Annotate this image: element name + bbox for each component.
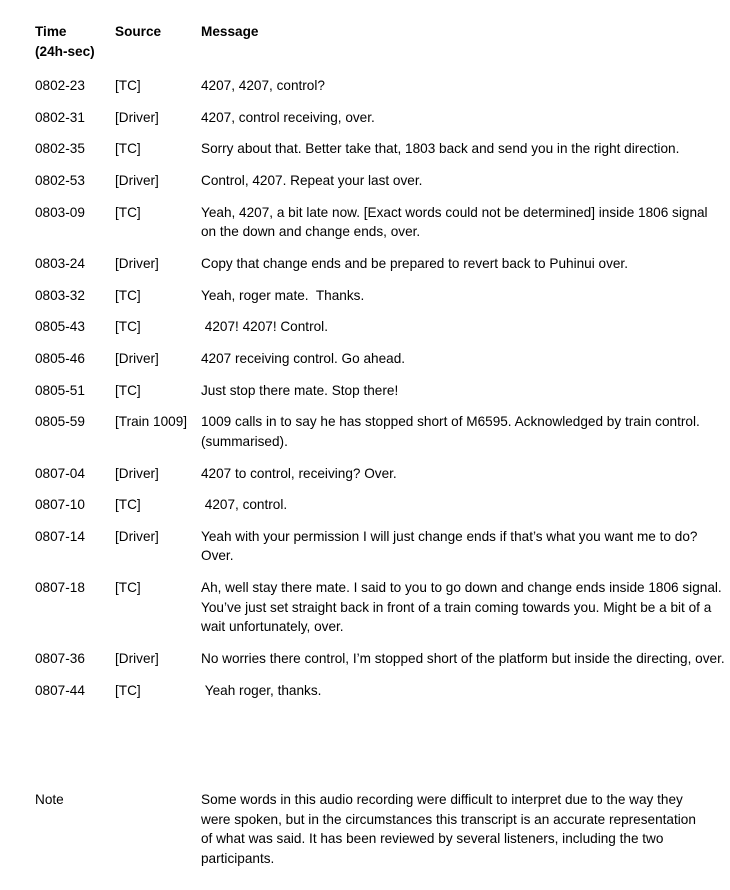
table-row [35, 254, 725, 286]
source-cell: [TC] [115, 141, 141, 157]
time-cell: 0805-59 [35, 414, 85, 430]
message-cell: Control, 4207. Repeat your last over. [201, 173, 423, 189]
source-cell: [TC] [115, 204, 141, 220]
message-cell: Copy that change ends and be prepared to revert back to Puhinui over. [201, 255, 628, 271]
message-cell: Yeah with your permission I will just change ends if that’s what you want me to do? Over. [201, 528, 706, 564]
message-cell: 4207, 4207, control? [201, 78, 325, 93]
time-cell: 0807-18 [35, 580, 85, 596]
message-cell: 4207! 4207! Control. [201, 319, 328, 335]
message-cell: Yeah roger, thanks. [201, 682, 322, 698]
source-cell: [Driver] [115, 351, 159, 366]
message-cell: Ah, well stay there mate. I said to you to go down and change ends inside 1806 signal. You’ve just set straight back in front of a train coming towards you. Might be a bit of a wait unfortunately, over. [201, 580, 726, 635]
message-cell: 4207, control. [201, 497, 288, 513]
table-row [35, 495, 725, 527]
note-label: Note [35, 792, 64, 807]
message-cell: Yeah, 4207, a bit late now. [Exact words could not be determined] inside 1806 signal on the down and change ends, over. [201, 204, 712, 240]
table-row [35, 381, 725, 413]
transcript-document [35, 20, 725, 712]
message-cell: 1009 calls in to say he has stopped short of M6595. Acknowledged by train control. (summarised). [201, 414, 704, 449]
header-row [35, 20, 725, 76]
table-row [35, 203, 725, 254]
table-row [35, 286, 725, 318]
table-row [35, 108, 725, 140]
table-row [35, 464, 725, 496]
transcript-table [35, 20, 725, 712]
table-row [35, 578, 725, 649]
time-cell: 0805-46 [35, 351, 85, 366]
time-cell: 0803-24 [35, 255, 85, 271]
message-cell: 4207 to control, receiving? Over. [201, 465, 397, 481]
note-block [35, 790, 725, 868]
source-cell: [Driver] [115, 173, 159, 189]
note-text: Some words in this audio recording were difficult to interpret due to the way they were spoken, but in the circumstances this transcript is an accurate representation of what was said. It has been reviewed by several listeners, including the two participants. [201, 792, 696, 866]
source-cell: [Train 1009] [115, 414, 188, 430]
message-cell: Sorry about that. Better take that, 1803 back and send you in the right direction. [201, 141, 680, 157]
source-cell: [TC] [115, 682, 141, 698]
time-cell: 0802-23 [35, 78, 85, 93]
header-message: Message [201, 24, 259, 39]
message-cell: 4207 receiving control. Go ahead. [201, 351, 406, 366]
table-row [35, 527, 725, 578]
time-cell: 0807-04 [35, 465, 85, 481]
source-cell: [TC] [115, 580, 141, 596]
source-cell: [Driver] [115, 255, 159, 271]
table-row [35, 681, 725, 713]
time-cell: 0805-43 [35, 319, 85, 335]
time-cell: 0807-14 [35, 528, 85, 544]
time-cell: 0803-09 [35, 204, 85, 220]
source-cell: [TC] [115, 497, 141, 513]
message-cell: Just stop there mate. Stop there! [201, 382, 399, 398]
table-row [35, 76, 725, 108]
time-cell: 0802-53 [35, 173, 85, 189]
message-cell: Yeah, roger mate. Thanks. [201, 287, 365, 303]
table-row [35, 649, 725, 681]
source-cell: [Driver] [115, 528, 159, 544]
time-cell: 0802-35 [35, 141, 85, 157]
time-cell: 0803-32 [35, 287, 85, 303]
source-cell: [Driver] [115, 465, 159, 481]
source-cell: [TC] [115, 319, 141, 335]
source-cell: [TC] [115, 78, 141, 93]
time-cell: 0807-44 [35, 682, 85, 698]
header-source: Source [115, 24, 162, 39]
table-row [35, 317, 725, 349]
table-row [35, 412, 725, 463]
header-time: Time (24h-sec) [35, 24, 95, 59]
time-cell: 0802-31 [35, 109, 85, 125]
table-row [35, 349, 725, 381]
table-row [35, 171, 725, 203]
time-cell: 0805-51 [35, 382, 85, 398]
source-cell: [TC] [115, 287, 141, 303]
time-cell: 0807-36 [35, 650, 85, 666]
time-cell: 0807-10 [35, 497, 85, 513]
message-cell: 4207, control receiving, over. [201, 109, 375, 125]
table-row [35, 139, 725, 171]
message-cell: No worries there control, I’m stopped short of the platform but inside the directing, over. [201, 650, 725, 666]
source-cell: [Driver] [115, 650, 159, 666]
source-cell: [TC] [115, 382, 141, 398]
source-cell: [Driver] [115, 109, 159, 125]
